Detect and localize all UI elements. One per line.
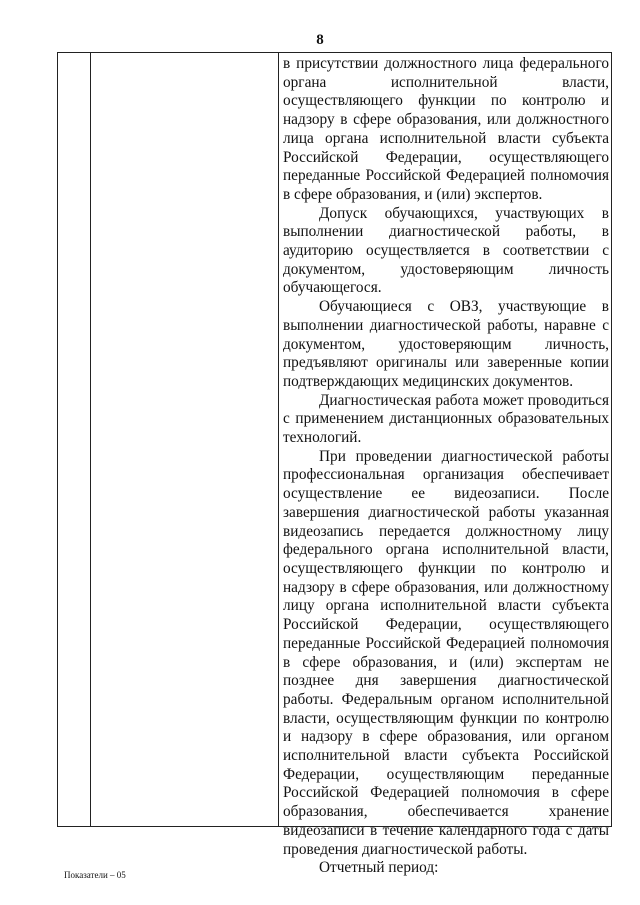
column-divider-2 [278, 53, 279, 826]
page-footer: Показатели – 05 [64, 870, 126, 880]
paragraph-video-recording: При проведении диагностической работы профессиональная организация обеспечивает осуществление ее видеозаписи. После завершения диагностической работы указанная видеозапись передается должностному лицу федерального органа исполнительной власти, осуществляющего функции по контролю и надзору в сфере образования, или должностному лицу органа исполнительной власти субъекта Российской Федерации, осуществляющего переданные Российской Федерацией полномочия в сфере образования, и (или) экспертам не позднее дня завершения диагностической работы. Федеральным органом исполнительной власти, осуществляющим функции по контролю и надзору в сфере образования, или органом исполнительной власти субъекта Российской Федерации, осуществляющим переданные Российской Федерацией полномочия в сфере образования, обеспечивается хранение видеозаписи в течение календарного года с даты проведения диагностической работы. [283, 447, 609, 858]
paragraph-ovz-students: Обучающиеся с ОВЗ, участвующие в выполнении диагностической работы, наравне с документом, удостоверяющим личность, предъявляют оригиналы или заверенные копии подтверждающих медицинских документов. [283, 298, 609, 390]
paragraph-continuation: в присутствии должностного лица федерального органа исполнительной власти, осуществляющего функции по контролю и надзору в сфере образования, или должностного лица органа исполнительной власти субъекта Российской Федерации, осуществляющего переданные Российской Федерацией полномочия в сфере образования, и (или) экспертов. [283, 55, 609, 203]
page-number: 8 [316, 32, 324, 48]
column-divider-1 [90, 53, 91, 826]
paragraph-admission: Допуск обучающихся, участвующих в выполнении диагностической работы, в аудиторию осуществляется в соответствии с документом, удостоверяющим личность обучающегося. [283, 204, 609, 297]
paragraph-remote-technologies: Диагностическая работа может проводиться с применением дистанционных образовательных технологий. [283, 391, 609, 447]
table-cell-text [283, 55, 609, 878]
paragraph-reporting-period: Отчетный период: [319, 859, 439, 877]
